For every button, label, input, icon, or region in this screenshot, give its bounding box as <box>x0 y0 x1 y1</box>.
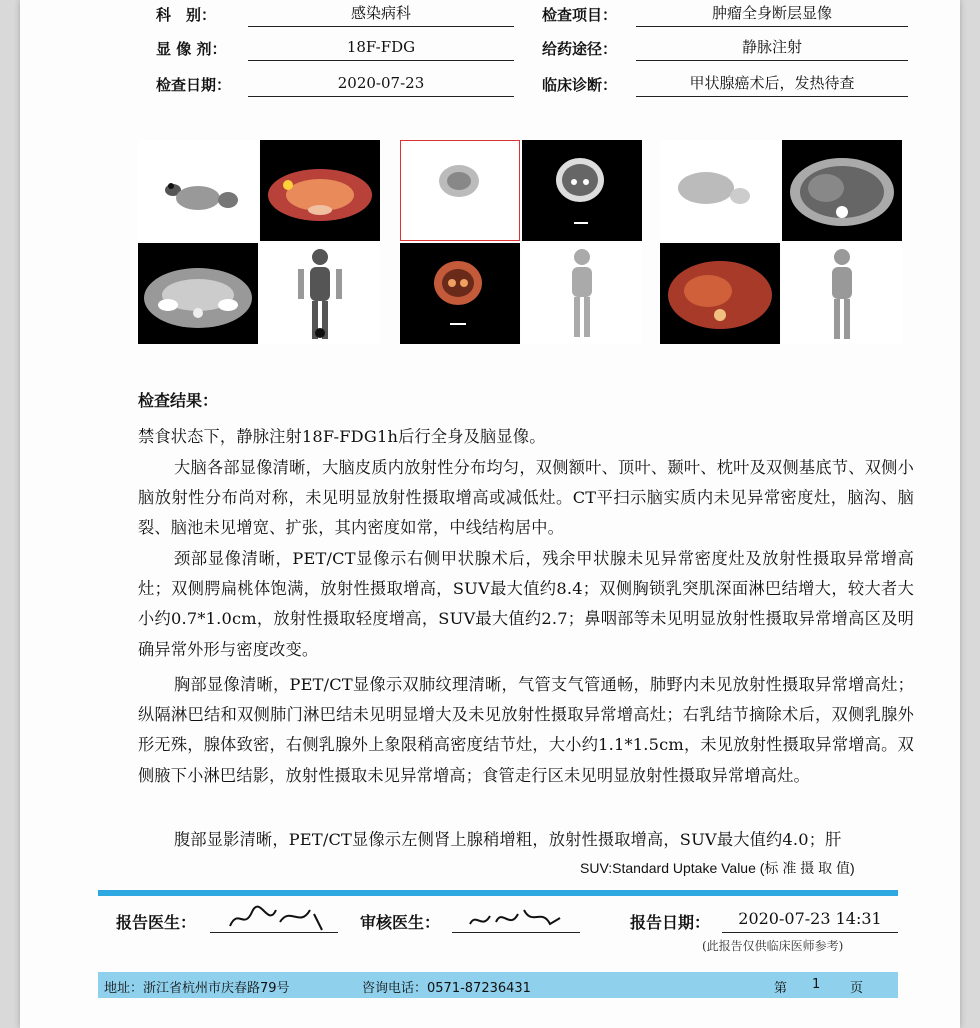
accent-divider <box>98 890 898 896</box>
pet-axial-head-image <box>400 140 520 241</box>
fusion-axial-pelvis-image <box>260 140 380 241</box>
reviewer-label: 审核医生： <box>360 913 441 932</box>
footer-bar <box>98 972 898 998</box>
department-value: 感染病科 <box>248 2 514 27</box>
scan-panel-abdomen <box>660 140 902 344</box>
ct-axial-head-image <box>522 140 642 241</box>
agent-label: 显 像 剂： <box>156 40 227 58</box>
fusion-axial-head-image <box>400 243 520 344</box>
report-page <box>20 0 960 1028</box>
ct-axial-abdomen-image <box>782 140 902 241</box>
mip-whole-body-image <box>260 243 380 344</box>
route-value: 静脉注射 <box>636 36 908 61</box>
exam-date-label: 检查日期： <box>156 76 232 94</box>
scan-panel-pelvis <box>138 140 380 344</box>
footer-address: 地址：浙江省杭州市庆春路79号 <box>104 981 290 996</box>
pet-axial-abdomen-image <box>660 140 780 241</box>
exam-item-label: 检查项目： <box>542 6 618 24</box>
ct-axial-pelvis-image <box>138 243 258 344</box>
report-doctor-label: 报告医生： <box>116 913 197 932</box>
department-label: 科 别： <box>156 6 217 24</box>
diagnosis-value: 甲状腺癌术后，发热待查 <box>636 72 908 97</box>
mip-abdomen-image <box>782 243 902 344</box>
reference-note: (此报告仅供临床医师参考) <box>702 939 844 953</box>
suv-definition-note: SUV:Standard Uptake Value (标 准 摄 取 值) <box>580 860 855 876</box>
report-date-label: 报告日期： <box>630 913 711 932</box>
reviewer-signature <box>452 904 580 933</box>
exam-date-value: 2020-07-23 <box>248 72 514 97</box>
exam-item-value: 肿瘤全身断层显像 <box>636 2 908 27</box>
results-paragraph-abdomen: 腹部显影清晰，PET/CT显像示左侧肾上腺稍增粗，放射性摄取增高，SUV最大值约4.0；肝 <box>174 830 842 849</box>
footer-page-suffix: 页 <box>850 981 864 996</box>
results-title: 检查结果： <box>138 391 219 410</box>
mip-head-image <box>522 243 642 344</box>
results-paragraph-brain: 大脑各部显像清晰，大脑皮质内放射性分布均匀，双侧额叶、顶叶、颞叶、枕叶及双侧基底节、双侧小脑放射性分布尚对称，未见明显放射性摄取增高或减低灶。CT平扫示脑实质内未见异常密度灶，脑沟、脑裂、脑池未见增宽、扩张，其内密度如常，中线结构居中。 <box>138 458 914 538</box>
footer-page-number: 1 <box>812 977 821 992</box>
report-doctor-signature <box>210 904 338 933</box>
diagnosis-label: 临床诊断： <box>542 76 618 94</box>
agent-value: 18F-FDG <box>248 36 514 61</box>
fusion-axial-abdomen-image <box>660 243 780 344</box>
footer-page-prefix: 第 <box>774 981 788 996</box>
pet-axial-pelvis-image <box>138 140 258 241</box>
results-paragraph-neck: 颈部显像清晰，PET/CT显像示右侧甲状腺术后，残余甲状腺未见异常密度灶及放射性摄取异常增高灶；双侧腭扁桃体饱满，放射性摄取增高，SUV最大值约8.4；双侧胸锁乳突肌深面淋巴结增大，较大者大小约0.7*1.0cm，放射性摄取轻度增高，SUV最大值约2.7；鼻咽部等未见明显放射性摄取异常增高区及明确异常外形与密度改变。 <box>138 549 914 659</box>
footer-phone: 咨询电话：0571-87236431 <box>362 981 531 996</box>
scan-panel-head <box>400 140 642 344</box>
route-label: 给药途径： <box>542 40 618 58</box>
results-paragraph-chest: 胸部显像清晰，PET/CT显像示双肺纹理清晰，气管支气管通畅，肺野内未见放射性摄取异常增高灶；纵隔淋巴结和双侧肺门淋巴结未见明显增大及未见放射性摄取异常增高灶；右乳结节摘除术后，双侧乳腺外形无殊，腺体致密，右侧乳腺外上象限稍高密度结节灶，大小约1.1*1.5cm，未见放射性摄取异常增高。双侧腋下小淋巴结影，放射性摄取未见异常增高；食管走行区未见明显放射性摄取异常增高灶。 <box>138 675 914 785</box>
report-date-value: 2020-07-23 14:31 <box>722 904 898 933</box>
results-paragraph-1: 禁食状态下，静脉注射18F-FDG1h后行全身及脑显像。 <box>138 427 546 446</box>
